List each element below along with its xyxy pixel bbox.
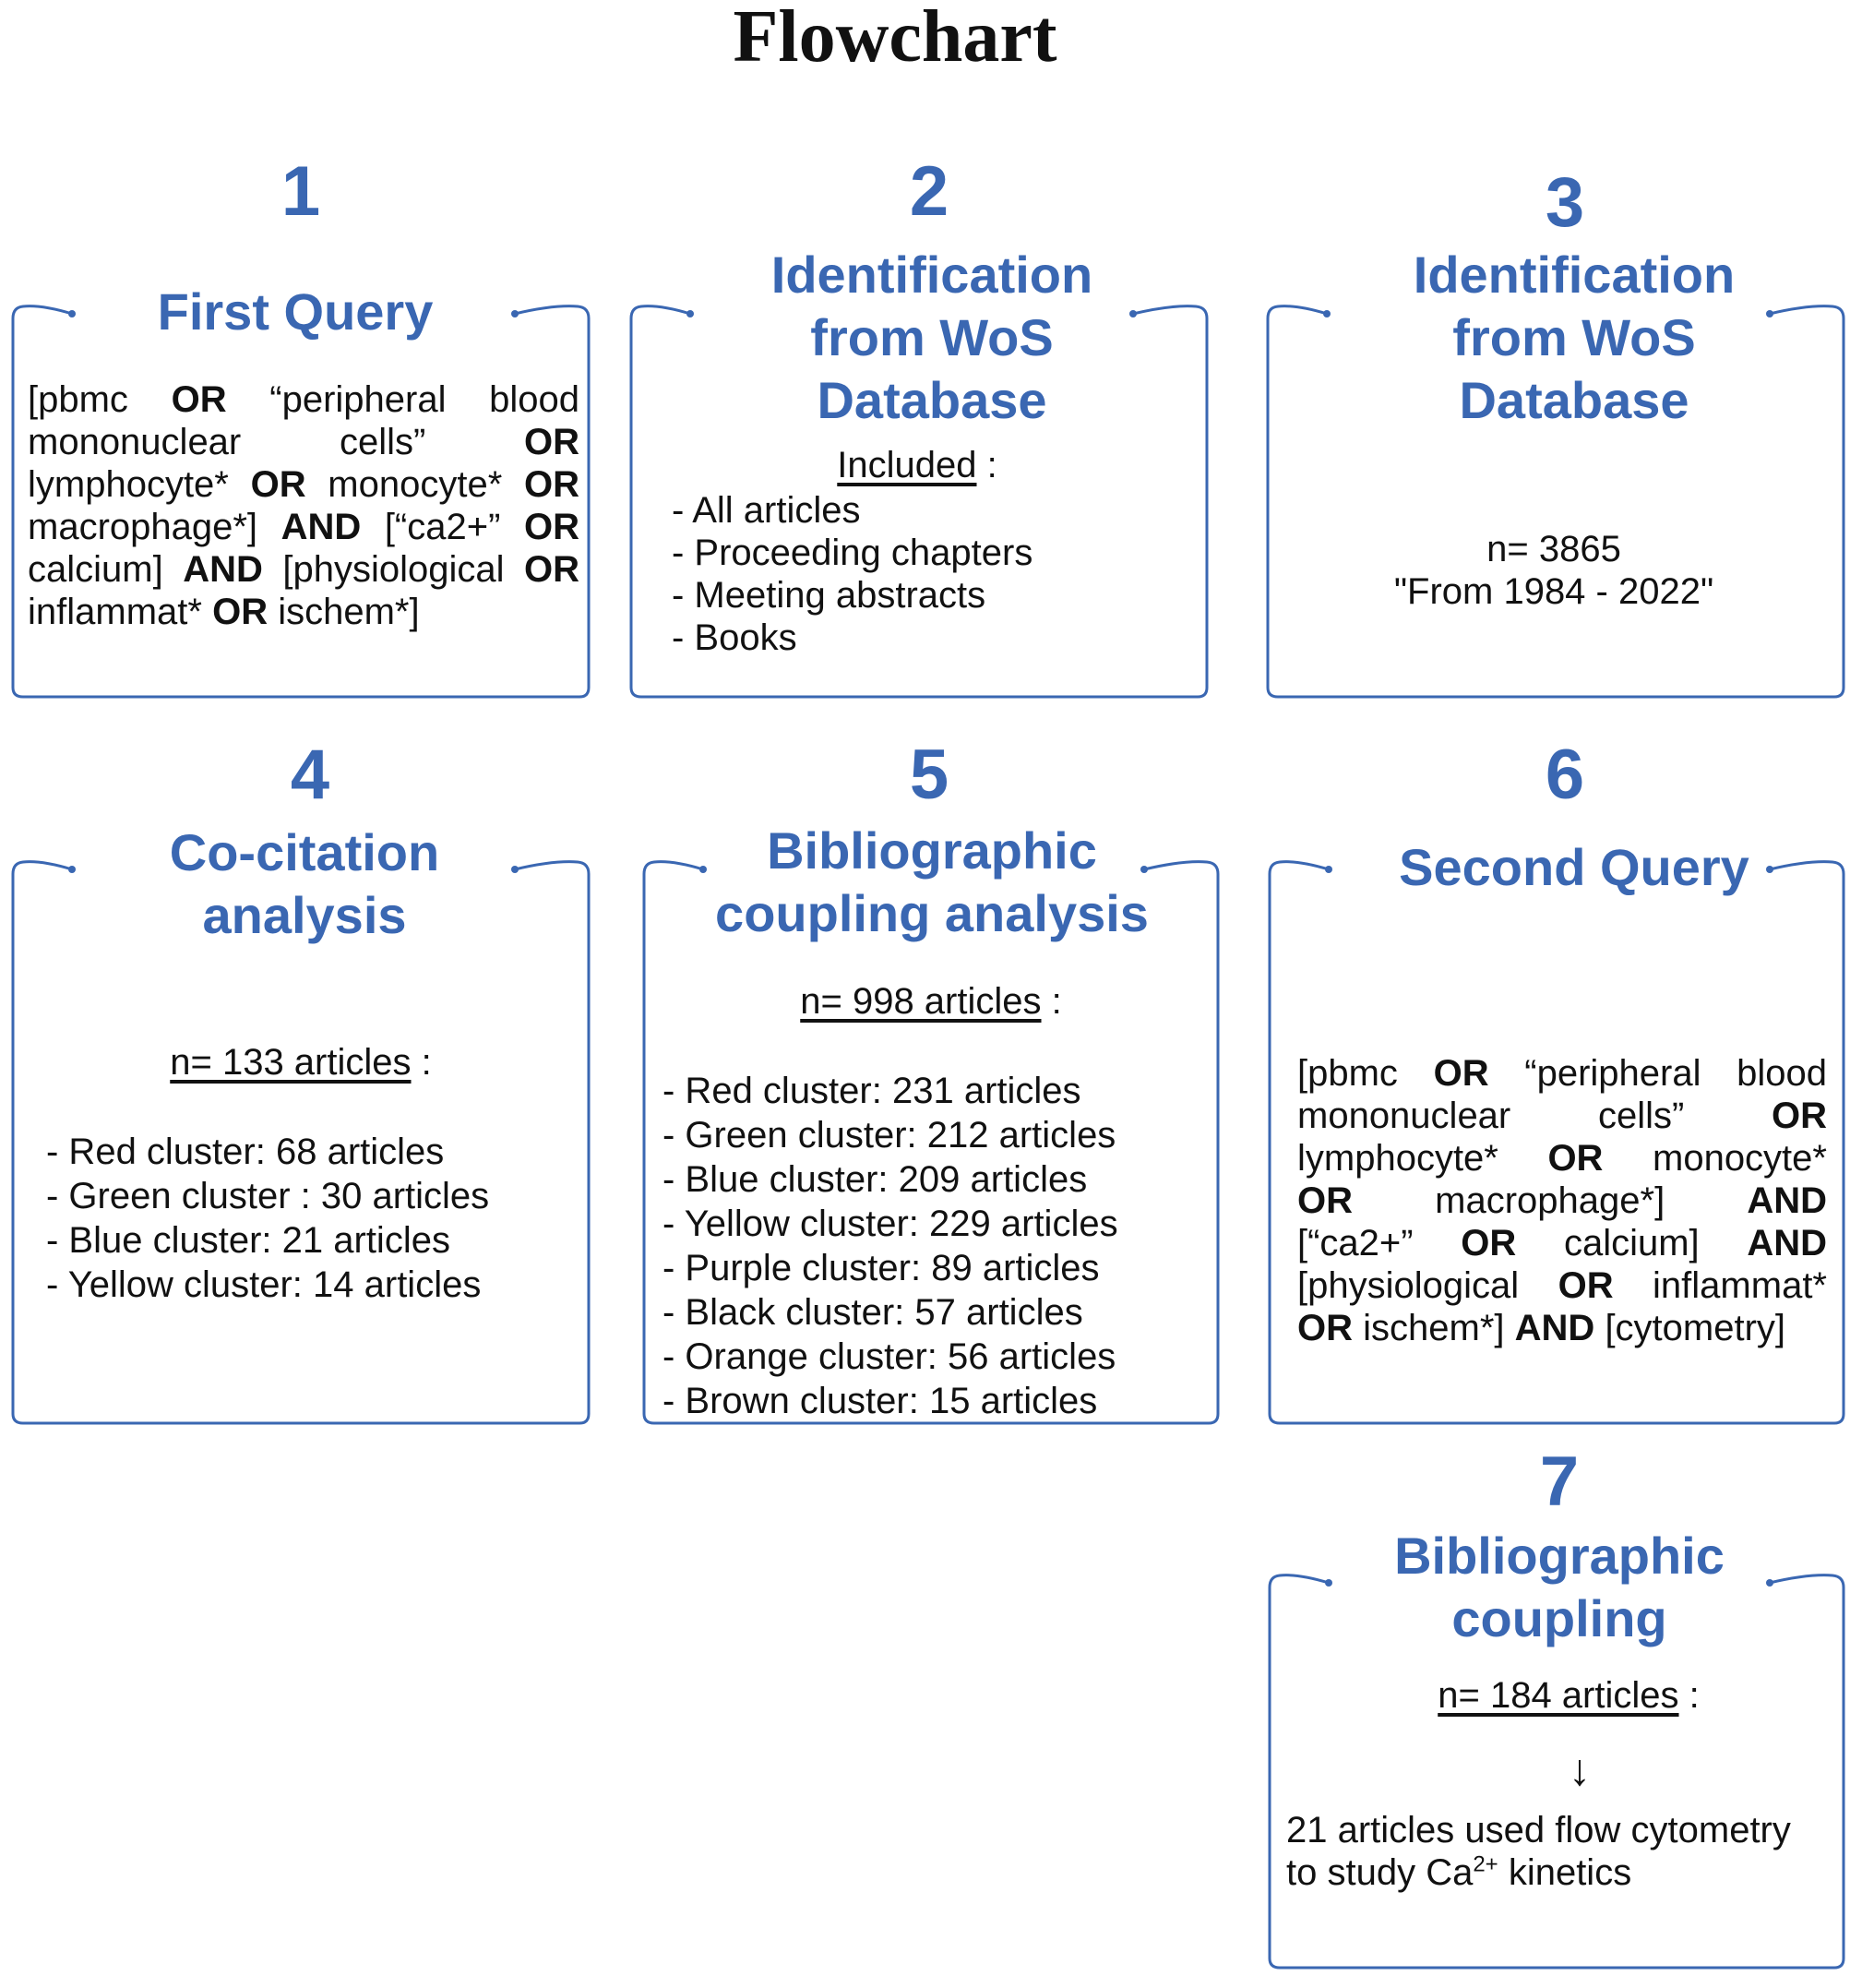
query-term: calcium] bbox=[1563, 1223, 1700, 1263]
step-title-line: from WoS bbox=[1452, 308, 1696, 366]
query-term: [cytometry] bbox=[1605, 1308, 1786, 1348]
query-term: “peripheral bbox=[269, 379, 447, 420]
step-title-line: analysis bbox=[202, 886, 407, 944]
list-item: - Red cluster: 231 articles bbox=[662, 1071, 1081, 1111]
article-count: n= 998 articles bbox=[800, 981, 1042, 1022]
list-item: - Green cluster: 212 articles bbox=[662, 1115, 1116, 1156]
query-line bbox=[1297, 1307, 1827, 1349]
query-text bbox=[28, 378, 579, 633]
frame-dot bbox=[68, 310, 76, 317]
query-term: inflammat* bbox=[28, 592, 202, 632]
query-term: monocyte* bbox=[1653, 1138, 1827, 1179]
query-operator: OR bbox=[523, 464, 579, 505]
query-operator: OR bbox=[1433, 1053, 1489, 1094]
query-term: “peripheral bbox=[1524, 1053, 1701, 1094]
step-title-line: Co-citation bbox=[169, 823, 440, 881]
query-operator: OR bbox=[1297, 1308, 1353, 1348]
cluster-list bbox=[46, 1130, 581, 1307]
query-operator: OR bbox=[171, 379, 227, 420]
step-number: 7 bbox=[1539, 1443, 1580, 1521]
step-title bbox=[1329, 1525, 1790, 1650]
step-title-line: coupling analysis bbox=[715, 884, 1149, 942]
result-suffix: kinetics bbox=[1498, 1852, 1632, 1893]
step-title-line: Identification bbox=[1413, 246, 1736, 304]
query-term: [“ca2+” bbox=[1297, 1223, 1414, 1263]
step-title: Second Query bbox=[1399, 838, 1749, 896]
query-operator: OR bbox=[1547, 1138, 1604, 1179]
included-label: Included bbox=[837, 445, 977, 485]
list-item: - Blue cluster: 21 articles bbox=[46, 1220, 450, 1261]
result-line bbox=[1286, 1851, 1840, 1894]
query-operator: OR bbox=[1558, 1265, 1614, 1306]
record-count: n= 3865 bbox=[1486, 529, 1621, 569]
page-title: Flowchart bbox=[733, 0, 1057, 78]
query-operator: OR bbox=[212, 592, 269, 632]
query-line bbox=[28, 421, 579, 463]
query-term: calcium] bbox=[28, 549, 163, 590]
down-arrow-icon: ↓ bbox=[1569, 1746, 1591, 1795]
count-heading bbox=[644, 980, 1218, 1023]
included-heading bbox=[631, 444, 1203, 486]
frame-dot bbox=[1323, 310, 1331, 317]
query-term: inflammat* bbox=[1653, 1265, 1827, 1306]
query-line bbox=[28, 378, 579, 421]
query-term: blood bbox=[1737, 1053, 1827, 1094]
step-title-line: Database bbox=[817, 371, 1047, 429]
step-number: 6 bbox=[1545, 736, 1585, 814]
query-term: [physiological bbox=[282, 549, 505, 590]
query-operator: AND bbox=[280, 507, 362, 547]
query-operator: OR bbox=[1297, 1180, 1353, 1221]
query-term: [physiological bbox=[1297, 1265, 1520, 1306]
query-line bbox=[28, 463, 579, 506]
step-number: 2 bbox=[909, 152, 949, 231]
query-term: [pbmc bbox=[28, 379, 128, 420]
charge-superscript: 2+ bbox=[1473, 1851, 1498, 1877]
query-line bbox=[28, 591, 579, 633]
count-heading bbox=[1273, 1674, 1862, 1717]
query-line bbox=[28, 506, 579, 548]
query-term: mononuclear bbox=[28, 422, 242, 462]
list-item: - Brown cluster: 15 articles bbox=[662, 1381, 1098, 1421]
frame-dot bbox=[511, 866, 519, 873]
list-item: - Yellow cluster: 14 articles bbox=[46, 1264, 482, 1305]
article-count: n= 184 articles bbox=[1438, 1675, 1679, 1716]
cluster-list bbox=[662, 1069, 1207, 1423]
query-term: lymphocyte* bbox=[1297, 1138, 1498, 1179]
query-operator: OR bbox=[523, 507, 579, 547]
step-title-line: Bibliographic bbox=[1394, 1527, 1725, 1585]
list-item: - Purple cluster: 89 articles bbox=[662, 1248, 1100, 1288]
query-line bbox=[1297, 1095, 1827, 1137]
colon: : bbox=[411, 1042, 432, 1083]
colon: : bbox=[976, 445, 997, 485]
query-line bbox=[1297, 1137, 1827, 1180]
frame-dot bbox=[511, 310, 519, 317]
step-number: 3 bbox=[1545, 163, 1585, 242]
article-count: n= 133 articles bbox=[170, 1042, 412, 1083]
step-title-line: from WoS bbox=[810, 308, 1054, 366]
query-term: [“ca2+” bbox=[384, 507, 501, 547]
query-operator: AND bbox=[1747, 1223, 1827, 1263]
step-number: 1 bbox=[280, 152, 321, 231]
query-line bbox=[1297, 1222, 1827, 1264]
query-line bbox=[1297, 1180, 1827, 1222]
step-number: 5 bbox=[909, 736, 949, 814]
query-term: blood bbox=[489, 379, 579, 420]
query-line bbox=[28, 548, 579, 591]
query-line bbox=[1297, 1052, 1827, 1095]
query-operator: OR bbox=[250, 464, 306, 505]
colon: : bbox=[1678, 1675, 1700, 1716]
count-heading bbox=[13, 1041, 589, 1084]
list-item: - All articles bbox=[672, 490, 861, 531]
query-operator: AND bbox=[183, 549, 263, 590]
list-item: - Books bbox=[672, 617, 797, 658]
count-block bbox=[1268, 528, 1840, 613]
query-line bbox=[1297, 1264, 1827, 1307]
query-term: [pbmc bbox=[1297, 1053, 1398, 1094]
step-title bbox=[720, 244, 1144, 432]
query-operator: OR bbox=[1772, 1096, 1827, 1136]
step-title-line: coupling bbox=[1451, 1589, 1667, 1647]
query-operator: AND bbox=[1514, 1308, 1595, 1348]
frame-dot bbox=[68, 866, 76, 873]
colon: : bbox=[1041, 981, 1062, 1022]
query-term: cells” bbox=[1597, 1096, 1685, 1136]
result-line: 21 articles used flow cytometry bbox=[1286, 1810, 1791, 1850]
list-item: - Yellow cluster: 229 articles bbox=[662, 1204, 1118, 1244]
step-title-line: Identification bbox=[770, 246, 1093, 304]
query-operator: OR bbox=[1461, 1223, 1517, 1263]
list-item: - Black cluster: 57 articles bbox=[662, 1292, 1083, 1333]
result-text bbox=[1286, 1809, 1840, 1894]
step-title bbox=[1362, 244, 1786, 432]
list-item: - Proceeding chapters bbox=[672, 533, 1033, 573]
list-item: - Meeting abstracts bbox=[672, 575, 986, 616]
step-title-line: Database bbox=[1459, 371, 1689, 429]
query-operator: OR bbox=[524, 422, 579, 462]
list-item: - Orange cluster: 56 articles bbox=[662, 1336, 1116, 1377]
step-number: 4 bbox=[290, 736, 330, 814]
query-operator: OR bbox=[523, 549, 579, 590]
step-title bbox=[101, 821, 507, 947]
step-title bbox=[664, 820, 1200, 945]
frame-dot bbox=[1325, 866, 1332, 873]
query-term: mononuclear bbox=[1297, 1096, 1511, 1136]
query-term: monocyte* bbox=[328, 464, 503, 505]
list-item: - Red cluster: 68 articles bbox=[46, 1132, 445, 1172]
step-title-line: Bibliographic bbox=[767, 821, 1097, 880]
query-term: cells” bbox=[339, 422, 426, 462]
date-range: "From 1984 - 2022" bbox=[1393, 571, 1714, 612]
list-item: - Blue cluster: 209 articles bbox=[662, 1159, 1088, 1200]
result-prefix: to study Ca bbox=[1286, 1852, 1474, 1893]
query-term: ischem*] bbox=[1363, 1308, 1505, 1348]
query-term: lymphocyte* bbox=[28, 464, 229, 505]
frame-dot bbox=[686, 310, 694, 317]
query-operator: AND bbox=[1747, 1180, 1827, 1221]
included-list bbox=[672, 489, 1188, 659]
query-term: macrophage*] bbox=[28, 507, 258, 547]
query-term: ischem*] bbox=[278, 592, 420, 632]
query-text bbox=[1297, 1052, 1827, 1349]
step-title: First Query bbox=[157, 282, 434, 341]
list-item: - Green cluster : 30 articles bbox=[46, 1176, 490, 1216]
query-term: macrophage*] bbox=[1435, 1180, 1665, 1221]
